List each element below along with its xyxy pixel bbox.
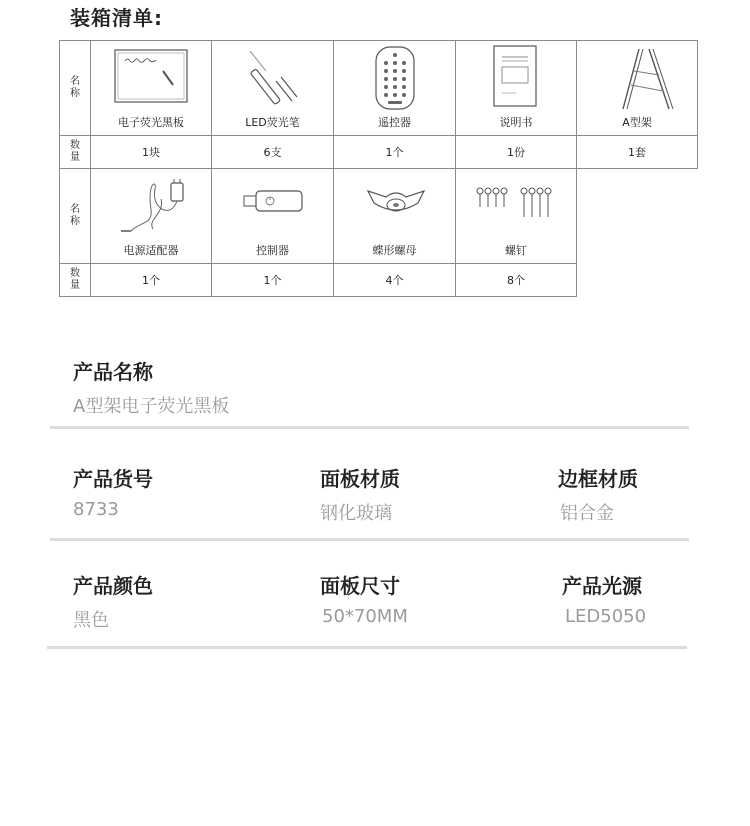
item-wing-nut bbox=[333, 168, 456, 264]
qty-cell: 4个 bbox=[333, 263, 456, 297]
item-screws bbox=[455, 168, 577, 264]
product-name-label: 产品名称 bbox=[73, 360, 153, 384]
product-sku-label: 产品货号 bbox=[73, 467, 153, 491]
item-manual bbox=[455, 40, 577, 136]
item-a-frame bbox=[576, 40, 698, 136]
qty-header-char: 数 bbox=[70, 140, 80, 151]
frame-material-value: 铝合金 bbox=[560, 503, 614, 524]
panel-size-label: 面板尺寸 bbox=[320, 574, 400, 598]
name-header-char: 名 bbox=[70, 76, 80, 87]
item-name: 控制器 bbox=[256, 244, 289, 257]
qty-cell: 1个 bbox=[333, 135, 456, 169]
qty-header bbox=[59, 263, 91, 297]
name-header-char: 称 bbox=[70, 88, 80, 99]
divider bbox=[50, 538, 689, 541]
divider bbox=[50, 426, 689, 429]
qty-cell: 1套 bbox=[576, 135, 698, 169]
qty-cell: 1个 bbox=[90, 263, 212, 297]
item-name: 遥控器 bbox=[378, 116, 411, 129]
item-remote bbox=[333, 40, 456, 136]
qty-cell: 1块 bbox=[90, 135, 212, 169]
item-name: 电源适配器 bbox=[123, 244, 179, 257]
name-header bbox=[59, 168, 91, 264]
qty-cell: 8个 bbox=[455, 263, 577, 297]
frame-material-label: 边框材质 bbox=[558, 467, 638, 491]
divider bbox=[47, 646, 687, 649]
item-controller bbox=[211, 168, 334, 264]
item-name: 说明书 bbox=[499, 116, 533, 129]
item-whiteboard bbox=[90, 40, 212, 136]
qty-header-char: 量 bbox=[70, 152, 80, 163]
qty-header-char: 量 bbox=[70, 280, 80, 291]
item-led-pen bbox=[211, 40, 334, 136]
product-name-value: A型架电子荧光黑板 bbox=[73, 396, 230, 417]
item-name: A型架 bbox=[622, 116, 652, 129]
item-name: LED荧光笔 bbox=[245, 116, 300, 129]
qty-header-char: 数 bbox=[70, 268, 80, 279]
product-color-label: 产品颜色 bbox=[73, 574, 153, 598]
item-name: 电子荧光黑板 bbox=[118, 116, 184, 129]
light-source-label: 产品光源 bbox=[562, 574, 642, 598]
name-header-char: 名 bbox=[70, 204, 80, 215]
item-power-adapter bbox=[90, 168, 212, 264]
panel-size-value: 50*70MM bbox=[322, 606, 408, 627]
qty-header bbox=[59, 135, 91, 169]
name-header bbox=[59, 40, 91, 136]
qty-cell: 1份 bbox=[455, 135, 577, 169]
name-header-char: 称 bbox=[70, 216, 80, 227]
light-source-value: LED5050 bbox=[565, 606, 647, 627]
product-sku-value: 8733 bbox=[73, 499, 119, 520]
qty-cell: 1个 bbox=[211, 263, 334, 297]
item-name: 蝶形螺母 bbox=[372, 244, 417, 257]
panel-material-value: 钢化玻璃 bbox=[320, 503, 392, 524]
qty-cell: 6支 bbox=[211, 135, 334, 169]
product-color-value: 黑色 bbox=[73, 610, 109, 631]
packing-list-title: 装箱清单: bbox=[70, 6, 163, 30]
item-name: 螺钉 bbox=[505, 244, 527, 257]
panel-material-label: 面板材质 bbox=[320, 467, 400, 491]
